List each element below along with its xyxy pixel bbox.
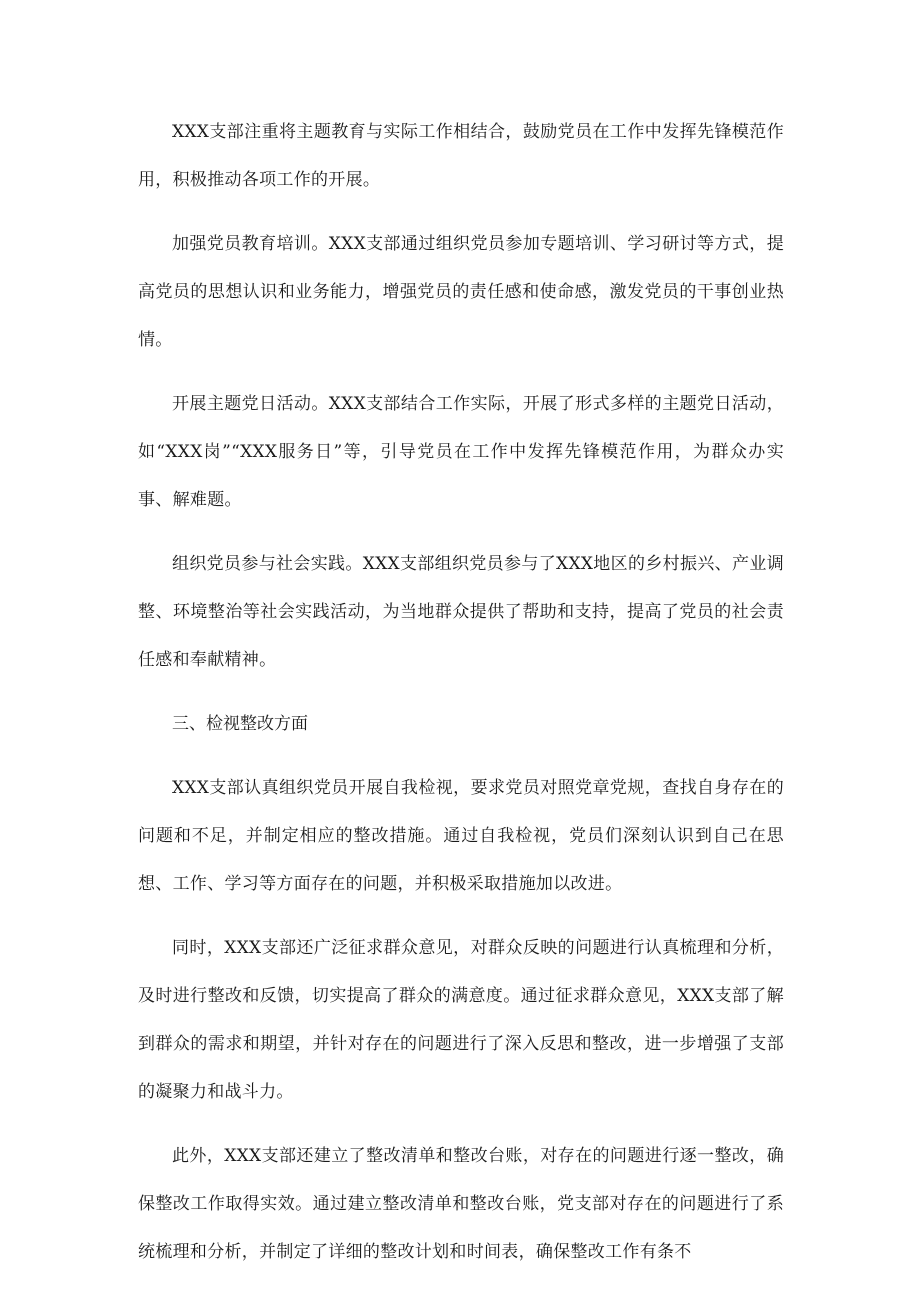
section-heading-rectification: 三、检视整改方面 [172,714,308,734]
paragraph-public-opinion: 同时，XXX支部还广泛征求群众意见，对群众反映的问题进行认真梳理和分析，及时进行整改和反馈，切实提高了群众的满意度。通过征求群众意见，XXX支部了解到群众的需求和期望，并针对存在的问题进行了深入反思和整改，进一步增强了支部的凝聚力和战斗力。 [138,938,784,1102]
document-body [138,108,784,1292]
paragraph-rectification-ledger: 此外，XXX支部还建立了整改清单和整改台账，对存在的问题进行逐一整改，确保整改工作取得实效。通过建立整改清单和整改台账，党支部对存在的问题进行了系统梳理和分析，并制定了详细的整改计划和时间表，确保整改工作有条不 [138,1146,784,1262]
paragraph-social-practice: 组织党员参与社会实践。XXX支部组织党员参与了XXX地区的乡村振兴、产业调整、环境整治等社会实践活动，为当地群众提供了帮助和支持，提高了党员的社会责任感和奉献精神。 [138,554,784,670]
paragraph-member-training: 加强党员教育培训。XXX支部通过组织党员参加专题培训、学习研讨等方式，提高党员的思想认识和业务能力，增强党员的责任感和使命感，激发党员的干事创业热情。 [138,234,784,350]
paragraph-self-inspection: XXX支部认真组织党员开展自我检视，要求党员对照党章党规，查找自身存在的问题和不足，并制定相应的整改措施。通过自我检视，党员们深刻认识到自己在思想、工作、学习等方面存在的问题，并积极采取措施加以改进。 [138,778,784,894]
paragraph-theme-education: XXX支部注重将主题教育与实际工作相结合，鼓励党员在工作中发挥先锋模范作用，积极推动各项工作的开展。 [138,122,784,190]
paragraph-party-day-activities: 开展主题党日活动。XXX支部结合工作实际，开展了形式多样的主题党日活动，如“XXX岗”“XXX服务日”等，引导党员在工作中发挥先锋模范作用，为群众办实事、解难题。 [138,394,784,510]
